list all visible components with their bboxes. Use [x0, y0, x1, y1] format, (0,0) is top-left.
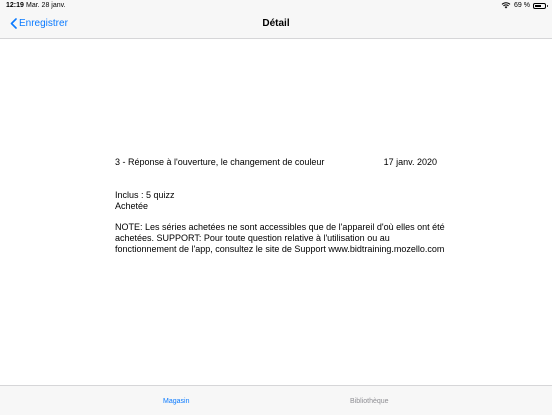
status-bar: [0, 0, 552, 13]
battery-percent: 69 %: [514, 2, 530, 9]
status-time: 12:19: [6, 2, 24, 9]
tab-bar: [0, 385, 552, 415]
tab-library[interactable]: Bibliothèque: [350, 398, 389, 405]
item-title: 3 - Réponse à l'ouverture, le changement de couleur: [115, 157, 325, 167]
wifi-icon: [501, 2, 511, 9]
navigation-bar: [0, 13, 552, 39]
included-count: Inclus : 5 quizz: [115, 190, 175, 200]
support-note: NOTE: Les séries achetées ne sont accessibles que de l'appareil d'où elles ont été achetées. SUPPORT: Pour toute question relative à l'utilisation ou au fonctionnement de l'app, consultez le site de Support www.bidtraining.mozello.com: [115, 222, 445, 254]
back-button-label: Enregistrer: [19, 18, 68, 29]
battery-icon: [533, 3, 546, 9]
tab-store[interactable]: Magasin: [163, 398, 190, 405]
item-date: 17 janv. 2020: [383, 157, 437, 167]
item-info: [115, 190, 175, 212]
detail-content: [0, 39, 552, 385]
status-right: [501, 2, 546, 9]
status-date: Mar. 28 janv.: [26, 2, 66, 9]
purchase-status: Achetée: [115, 201, 149, 211]
page-title: Détail: [262, 18, 290, 29]
